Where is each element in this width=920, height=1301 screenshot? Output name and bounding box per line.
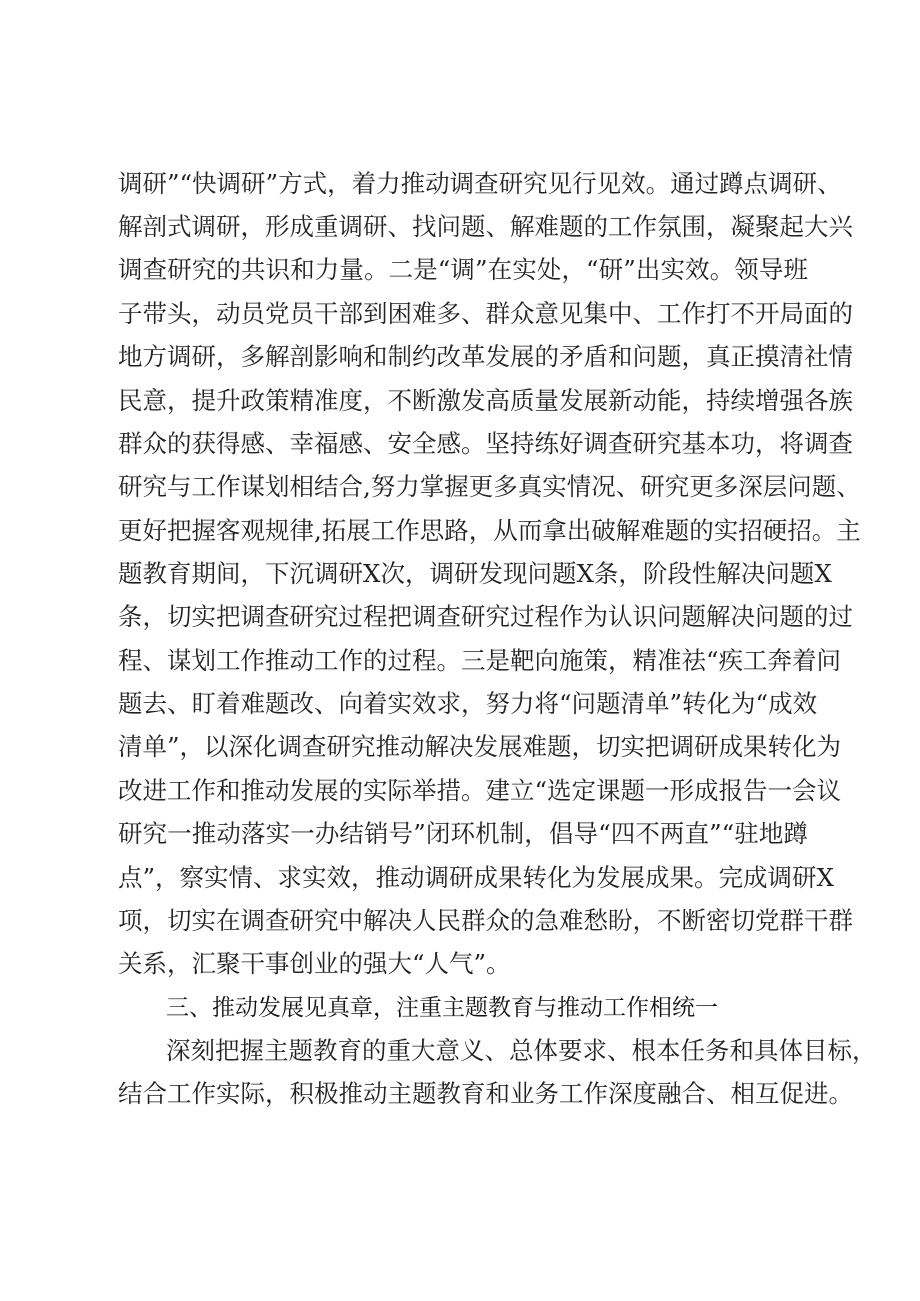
- text-line: 地方调研，多解剖影响和制约改革发展的矛盾和问题，真正摸清社情: [118, 342, 853, 371]
- text-line: 子带头，动员党员干部到困难多、群众意见集中、工作打不开局面的: [118, 299, 853, 328]
- text-line: 民意，提升政策精准度，不断激发高质量发展新动能，持续增强各族: [118, 386, 853, 415]
- text-line: 项，切实在调查研究中解决人民群众的急难愁盼，不断密切党群干群: [118, 906, 853, 935]
- text-line: 条，切实把调查研究过程把调查研究过程作为认识问题解决问题的过: [118, 602, 853, 631]
- text-line: 关系，汇聚干事创业的强大“人气”。: [118, 949, 511, 978]
- text-line: 研究与工作谋划相结合,努力掌握更多真实情况、研究更多深层问题、: [118, 472, 861, 501]
- section-heading: 三、推动发展见真章，注重主题教育与推动工作相统一: [166, 995, 718, 1021]
- text-line: 深刻把握主题教育的重大意义、总体要求、根本任务和具体目标，: [166, 1036, 877, 1065]
- text-line: 题教育期间，下沉调研X次，调研发现问题X条，阶段性解决问题X: [118, 559, 832, 588]
- text-line: 群众的获得感、幸福感、安全感。坚持练好调查研究基本功，将调查: [118, 429, 853, 458]
- text-line: 更好把握客观规律,拓展工作思路，从而拿出破解难题的实招硬招。主: [118, 516, 861, 545]
- text-line: 调查研究的共识和力量。二是“调”在实处，“研”出实效。领导班: [118, 255, 808, 284]
- text-line: 题去、盯着难题改、向着实效求，努力将“问题清单”转化为“成效: [118, 689, 818, 718]
- text-line: 清单”，以深化调查研究推动解决发展难题，切实把调研成果转化为: [118, 732, 842, 761]
- text-line: 改进工作和推动发展的实际举措。建立“选定课题一形成报告一会议: [118, 776, 842, 805]
- text-line: 调研”“快调研”方式，着力推动调查研究见行见效。通过蹲点调研、: [118, 169, 842, 198]
- text-line: 研究一推动落实一办结销号”闭环机制，倡导“四不两直”“驻地蹲: [118, 819, 808, 848]
- text-line: 点”，察实情、求实效，推动调研成果转化为发展成果。完成调研X: [118, 863, 834, 892]
- text-line: 解剖式调研，形成重调研、找问题、解难题的工作氛围，凝聚起大兴: [118, 212, 853, 241]
- text-line: 结合工作实际，积极推动主题教育和业务工作深度融合、相互促进。: [118, 1079, 853, 1108]
- text-line: 程、谋划工作推动工作的过程。三是靶向施策，精准祛“疾工奔着问: [118, 646, 842, 675]
